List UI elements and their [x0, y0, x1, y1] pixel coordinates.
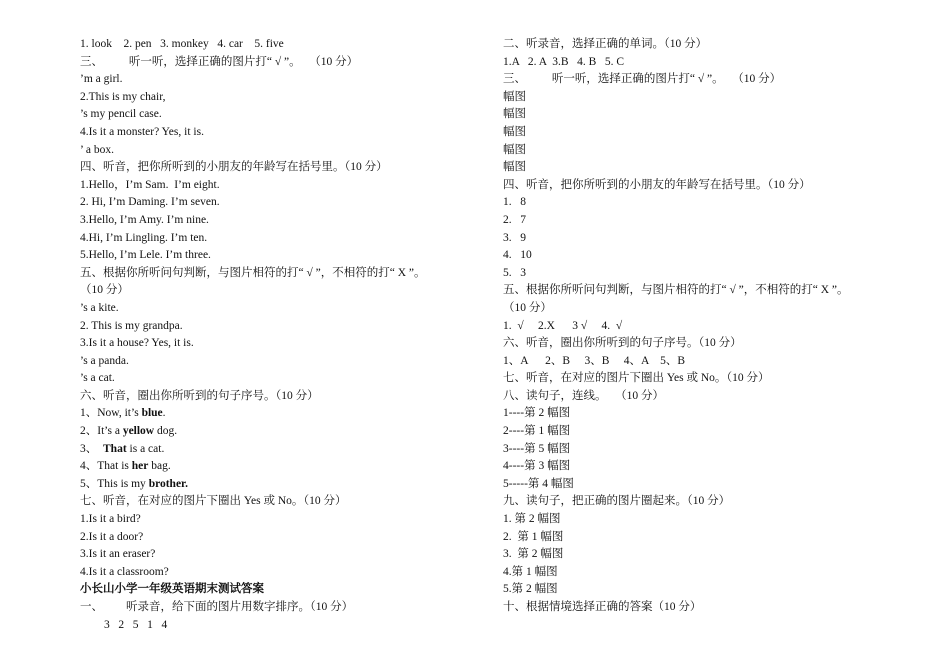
- bold-word: blue: [141, 407, 163, 420]
- line-text: 2、It’s a: [80, 425, 123, 438]
- line-text: dog.: [154, 425, 178, 438]
- text-line: 1. √ 2.X 3 √ 4. √: [503, 319, 623, 332]
- text-line: 六、听音，圈出你所听到的句子序号。（10 分）: [80, 389, 319, 402]
- text-line: 4.第 1 幅图: [503, 565, 558, 578]
- text-line: 九、读句子，把正确的图片圈起来。（10 分）: [503, 495, 731, 508]
- text-line: 4.Is it a classroom?: [80, 565, 169, 578]
- text-line: 2----第 1 幅图: [503, 425, 571, 438]
- bold-word: brother.: [148, 477, 188, 490]
- text-line: 三、 听一听，选择正确的图片打“ √ ”。 （10 分）: [503, 73, 782, 86]
- text-line: 二、听录音，选择正确的单词。（10 分）: [503, 38, 708, 50]
- bold-word: her: [131, 460, 149, 473]
- text-line: 3.Hello, I’m Amy. I’m nine.: [80, 213, 209, 226]
- text-line: ’s a panda.: [80, 354, 129, 367]
- bold-word: yellow: [122, 425, 155, 438]
- text-line: [80, 476, 480, 494]
- text-line: ’m a girl.: [80, 73, 123, 86]
- text-line: 七、听音，在对应的图片下圈出 Yes 或 No。（10 分）: [80, 495, 347, 508]
- line-text: .: [162, 407, 166, 420]
- text-line: 五、根据你所听问句判断，与图片相符的打“ √ ”，不相符的打“ X ”。: [80, 266, 426, 279]
- text-line: 六、听音，圈出你所听到的句子序号。（10 分）: [503, 337, 742, 350]
- text-line: 2. This is my grandpa.: [80, 319, 183, 332]
- line-text: 1、Now, it’s: [80, 407, 142, 420]
- text-line: 幅图: [503, 108, 526, 121]
- text-line: ’s a kite.: [80, 301, 119, 314]
- text-line: 1----第 2 幅图: [503, 407, 571, 420]
- text-line: [80, 423, 480, 441]
- text-line: 1. look 2. pen 3. monkey 4. car 5. five: [80, 38, 284, 50]
- text-line: 2. 7: [503, 213, 526, 226]
- text-line: 幅图: [503, 161, 526, 174]
- line-text: is a cat.: [126, 442, 165, 455]
- text-line: 4.Hi, I’m Lingling. I’m ten.: [80, 231, 208, 244]
- text-line: 3.Is it an eraser?: [80, 548, 156, 561]
- text-line: 5.第 2 幅图: [503, 583, 558, 596]
- text-line: 5.Hello, I’m Lele. I’m three.: [80, 249, 211, 262]
- text-line: 七、听音，在对应的图片下圈出 Yes 或 No。（10 分）: [503, 372, 770, 385]
- text-line: 1. 8: [503, 196, 526, 209]
- text-line: 3.Is it a house? Yes, it is.: [80, 337, 194, 350]
- text-line: 幅图: [503, 143, 526, 156]
- bold-word: That: [103, 442, 127, 455]
- line-text: 4、That is: [80, 460, 132, 473]
- text-line: 幅图: [503, 90, 526, 103]
- text-line: 4.Is it a monster? Yes, it is.: [80, 125, 204, 138]
- text-line: ’s my pencil case.: [80, 108, 162, 121]
- line-text: bag.: [148, 460, 171, 473]
- text-line: （10 分）: [80, 284, 129, 297]
- text-line: 3. 第 2 幅图: [503, 548, 564, 561]
- text-line: 5-----第 4 幅图: [503, 477, 574, 490]
- text-line: [80, 458, 480, 476]
- text-line: ’ a box.: [80, 143, 114, 156]
- text-line: 1. 第 2 幅图: [503, 513, 561, 526]
- text-line: 3----第 5 幅图: [503, 442, 571, 455]
- text-line: 三、 听一听，选择正确的图片打“ √ ”。 （10 分）: [80, 55, 359, 68]
- text-line: 1、A 2、B 3、B 4、A 5、B: [503, 354, 686, 367]
- line-text: 3、: [80, 442, 103, 455]
- text-line: （10 分）: [503, 301, 552, 314]
- text-line: 2.Is it a door?: [80, 530, 144, 543]
- text-line: 4. 10: [503, 249, 532, 262]
- text-line: 四、听音，把你所听到的小朋友的年龄写在括号里。（10 分）: [503, 178, 811, 191]
- text-line: 1.Is it a bird?: [80, 513, 141, 526]
- text-line: 5. 3: [503, 266, 526, 279]
- text-line: 八、读句子，连线。 （10 分）: [503, 389, 664, 402]
- text-line: 4----第 3 幅图: [503, 460, 571, 473]
- text-line: [80, 441, 480, 459]
- text-line: 十、根据情境选择正确的答案（10 分）: [503, 601, 702, 613]
- text-line: 2. 第 1 幅图: [503, 530, 564, 543]
- text-line: 幅图: [503, 125, 526, 138]
- text-line: 五、根据你所听问句判断，与图片相符的打“ √ ”，不相符的打“ X ”。: [503, 284, 849, 297]
- document-title: 小长山小学一年级英语期末测试答案: [80, 583, 264, 596]
- text-line: 1.Hello，I’m Sam. I’m eight.: [80, 178, 220, 191]
- line-text: 5、This is my: [80, 477, 149, 490]
- text-line: 四、听音，把你所听到的小朋友的年龄写在括号里。（10 分）: [80, 161, 388, 174]
- text-line: 3 2 5 1 4: [104, 618, 168, 631]
- text-line: 2.This is my chair,: [80, 90, 166, 103]
- left-column: [80, 36, 480, 634]
- text-line: ’s a cat.: [80, 372, 115, 385]
- text-line: 2. Hi, I’m Daming. I’m seven.: [80, 196, 220, 209]
- text-line: 一、 听录音，给下面的图片用数字排序。（10 分）: [80, 601, 354, 613]
- right-column: [503, 36, 923, 617]
- text-line: 1.A 2. A 3.B 4. B 5. C: [503, 55, 625, 68]
- text-line: 3. 9: [503, 231, 526, 244]
- text-line: [80, 405, 480, 423]
